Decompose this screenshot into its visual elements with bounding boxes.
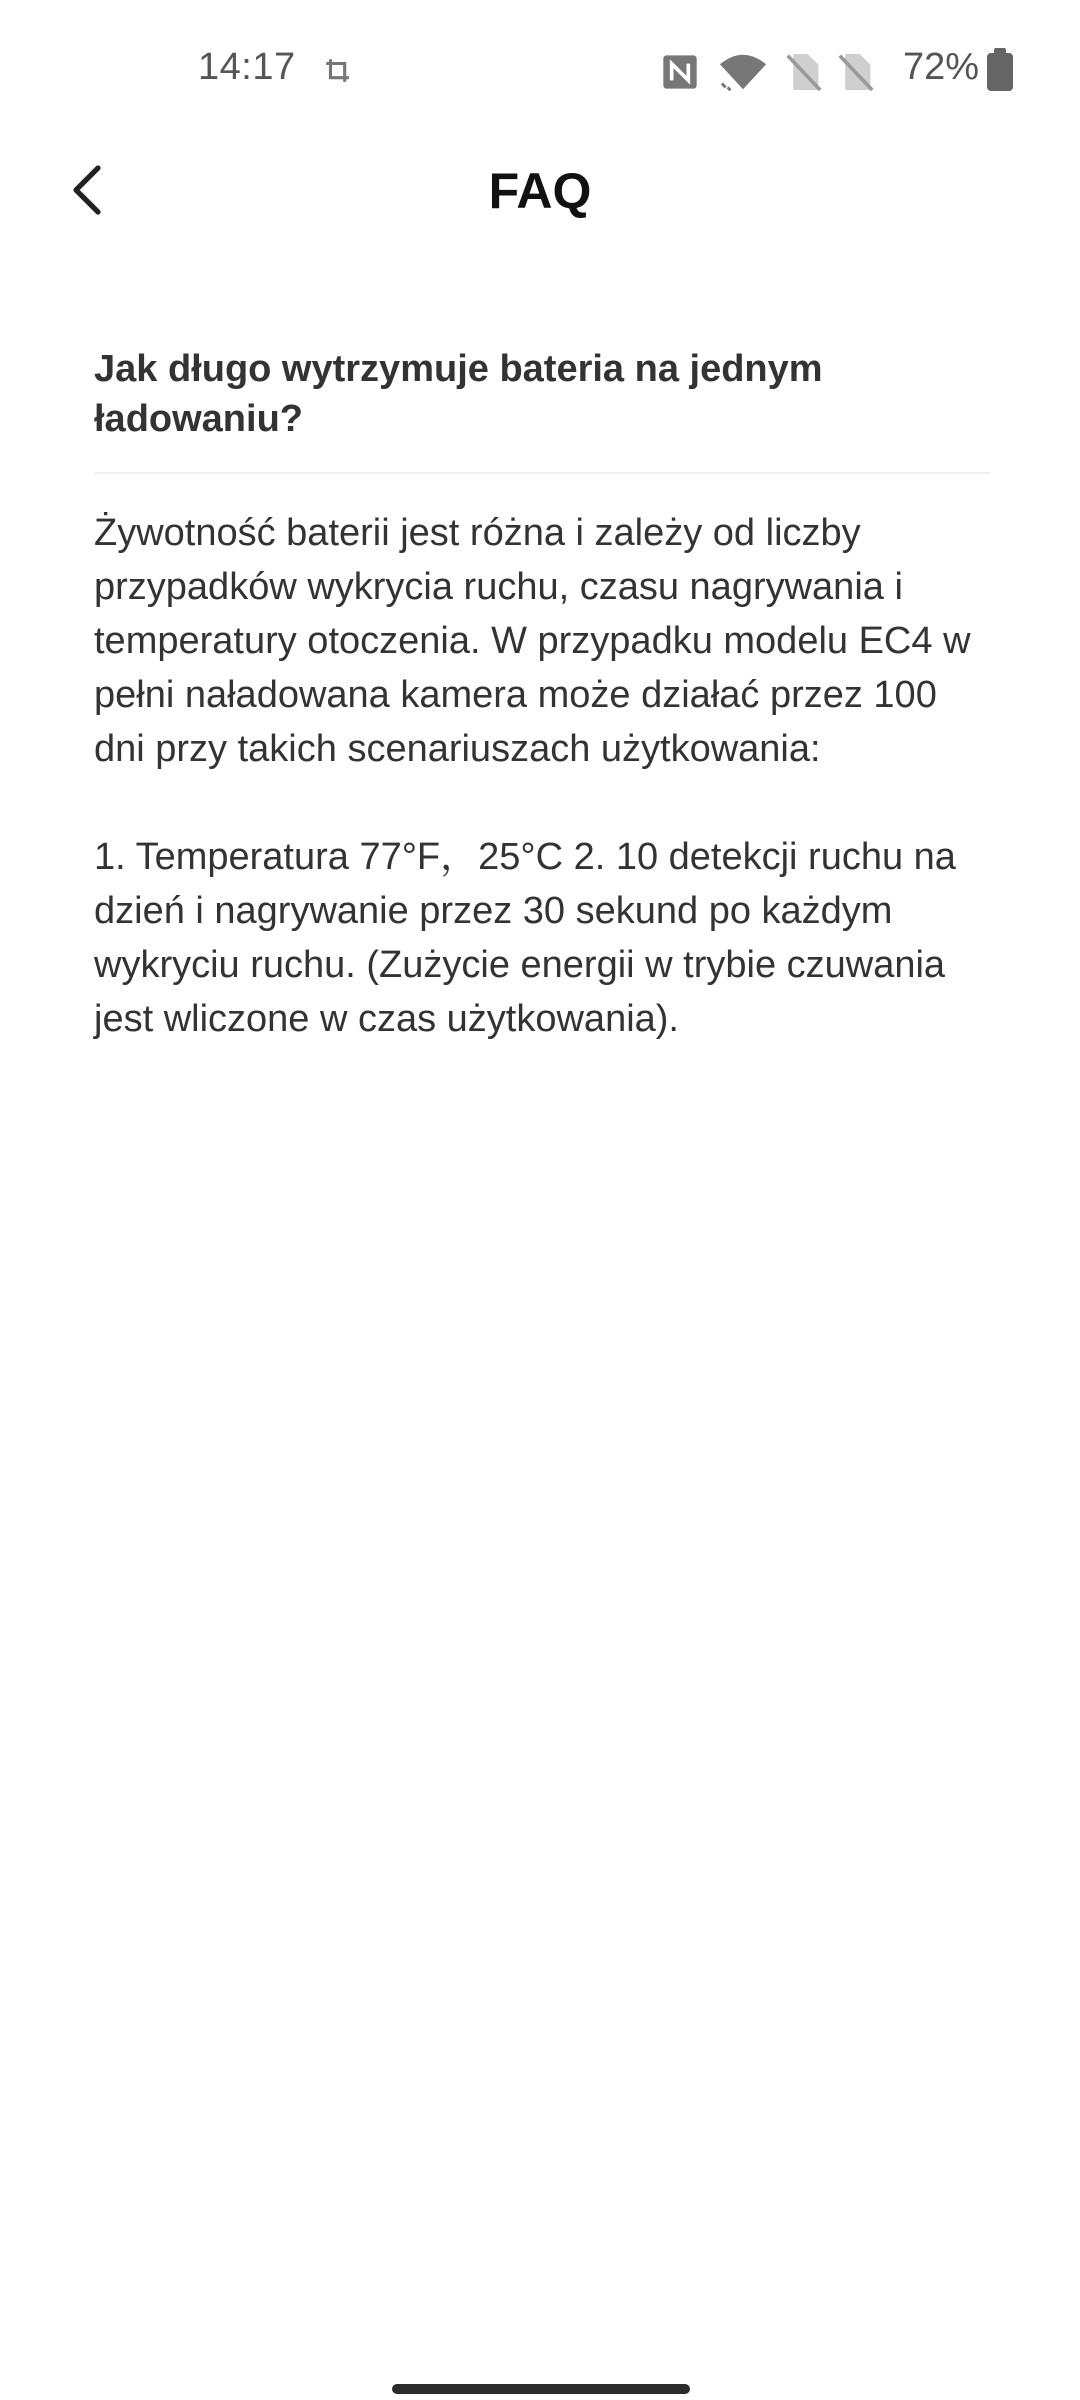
wifi-icon: [718, 50, 768, 94]
status-time: 14:17: [198, 46, 296, 88]
home-indicator[interactable]: [392, 2384, 690, 2394]
screenshot-crop-icon: [322, 55, 356, 89]
nfc-icon: [660, 52, 700, 92]
no-sim-icon: [786, 52, 822, 92]
no-sim-icon: [838, 52, 874, 92]
faq-question: Jak długo wytrzymuje bateria na jednym ładowaniu?: [94, 348, 823, 440]
faq-item: [94, 344, 994, 1046]
app-header: [0, 140, 1080, 240]
page-title: FAQ: [488, 163, 592, 219]
faq-answer: Żywotność baterii jest różna i zależy od liczby przypadków wykrycia ruchu, czasu nagrywania i temperatury otoczenia. W przypadku modelu EC4 w pełni naładowana kamera może działać przez 100 dni przy takich scenariuszach użytkowania: 1. Temperatura 77°F，25°C 2. 10 detekcji ruchu na dzień i nagrywanie przez 30 sekund po każdym wykryciu ruchu. (Zużycie energii w trybie czuwania jest wliczone w czas użytkowania).: [94, 512, 971, 1040]
battery-percentage: 72%: [903, 46, 980, 88]
status-bar: [0, 0, 1080, 130]
divider: [94, 472, 990, 474]
battery-icon: [986, 48, 1014, 92]
